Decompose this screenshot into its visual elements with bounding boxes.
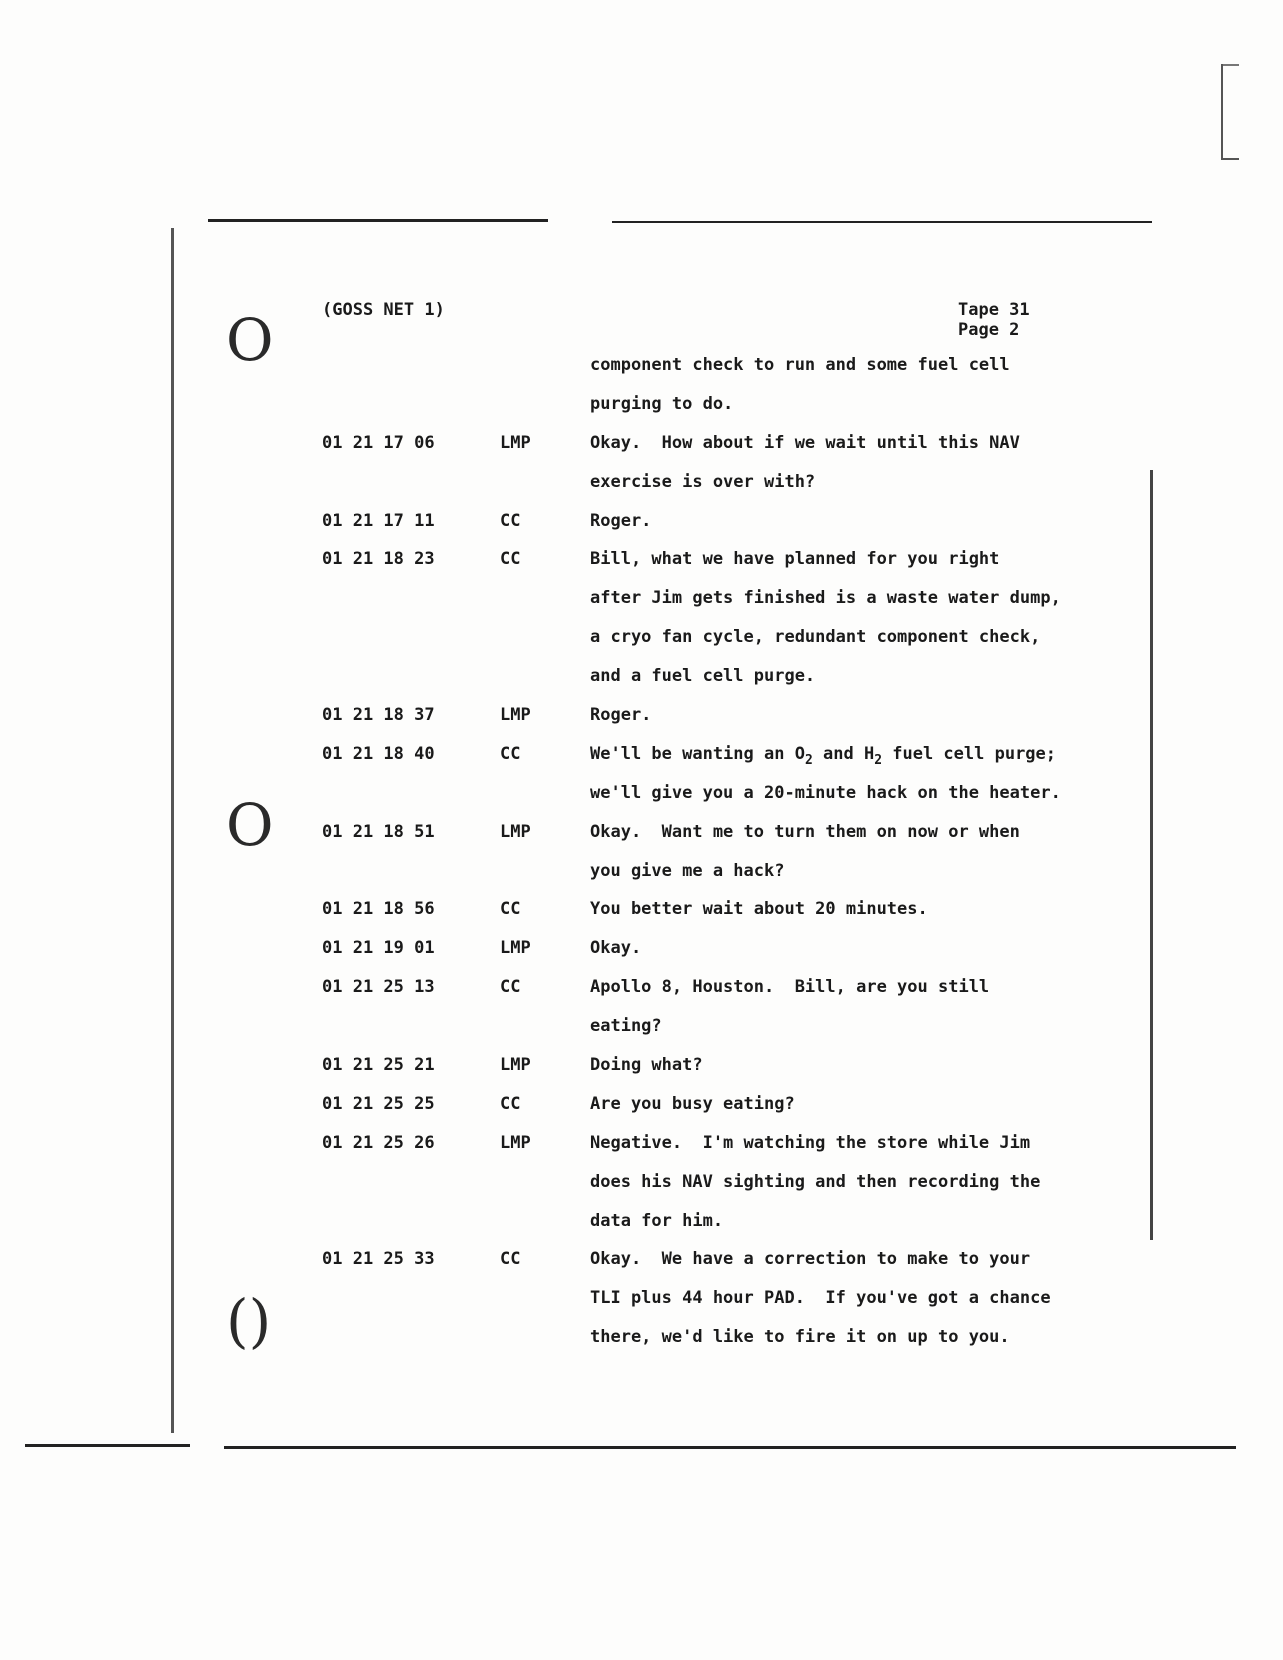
bottom-rule-left	[25, 1444, 190, 1447]
dialogue-text: after Jim gets finished is a waste water dump,	[590, 588, 1061, 609]
corner-bracket	[1221, 64, 1223, 160]
dialogue-text: You better wait about 20 minutes.	[590, 899, 928, 920]
transcript-line	[322, 899, 1142, 938]
transcript-line	[322, 705, 1142, 744]
transcript-line	[322, 977, 1142, 1016]
timestamp: 01 21 18 56	[322, 899, 435, 920]
transcript-line	[322, 1211, 1142, 1250]
top-rule-right	[612, 221, 1152, 223]
dialogue-text: does his NAV sighting and then recording the	[590, 1171, 1041, 1192]
timestamp: 01 21 25 13	[322, 977, 435, 998]
transcript-line	[322, 472, 1142, 511]
dialogue-text: component check to run and some fuel cell	[590, 355, 1010, 375]
dialogue-text: Doing what?	[590, 1055, 703, 1076]
corner-bracket-top	[1221, 64, 1239, 66]
transcript-line	[322, 783, 1142, 822]
page-number: Page 2	[958, 320, 1020, 340]
dialogue-text	[590, 744, 1142, 768]
transcript-line	[322, 1288, 1142, 1327]
page-right-edge	[1150, 470, 1153, 1240]
dialogue-text: Okay.	[590, 938, 642, 959]
transcript-entry	[322, 822, 1142, 900]
transcript-entry	[322, 977, 1142, 1055]
dialogue-text: and a fuel cell purge.	[590, 666, 816, 687]
transcript-body	[322, 355, 1142, 1366]
transcript-entry	[322, 938, 1142, 977]
dialogue-text: you give me a hack?	[590, 860, 785, 881]
page-left-edge	[171, 228, 174, 1433]
timestamp: 01 21 25 26	[322, 1132, 435, 1153]
transcript-line	[322, 355, 1142, 394]
transcript-line	[322, 394, 1142, 433]
dialogue-fragment: 2	[874, 752, 883, 768]
transcript-line	[322, 588, 1142, 627]
dialogue-text: Okay. Want me to turn them on now or when	[590, 821, 1020, 842]
dialogue-text: Roger.	[590, 705, 652, 726]
dialogue-text: data for him.	[590, 1210, 724, 1231]
dialogue-text: TLI plus 44 hour PAD. If you've got a chance	[590, 1288, 1051, 1309]
dialogue-fragment: 2	[804, 752, 813, 768]
transcript-line	[322, 1327, 1142, 1366]
punch-hole-icon: O	[226, 306, 274, 374]
transcript-line	[322, 822, 1142, 861]
transcript-entry	[322, 1055, 1142, 1094]
speaker: CC	[500, 743, 521, 764]
transcript-entry	[322, 705, 1142, 744]
speaker: LMP	[500, 821, 531, 842]
punch-hole-icon: O	[226, 791, 274, 859]
transcript-line	[322, 1094, 1142, 1133]
timestamp: 01 21 18 51	[322, 821, 435, 842]
timestamp: 01 21 17 06	[322, 432, 435, 453]
transcript-line	[322, 1133, 1142, 1172]
dialogue-text: there, we'd like to fire it on up to you.	[590, 1327, 1010, 1348]
transcript-line	[322, 1172, 1142, 1211]
speaker: CC	[500, 510, 521, 531]
corner-bracket-bottom	[1221, 158, 1239, 160]
dialogue-text: purging to do.	[590, 393, 734, 414]
timestamp: 01 21 25 33	[322, 1249, 435, 1270]
speaker: CC	[500, 977, 521, 998]
dialogue-text: Are you busy eating?	[590, 1093, 795, 1114]
dialogue-text: Okay. How about if we wait until this NAV	[590, 432, 1020, 453]
transcript-line	[322, 511, 1142, 550]
dialogue-text: Apollo 8, Houston. Bill, are you still	[590, 977, 990, 998]
dialogue-text: a cryo fan cycle, redundant component check,	[590, 627, 1041, 648]
transcript-line	[322, 666, 1142, 705]
transcript-entry	[322, 549, 1142, 705]
transcript-line	[322, 1055, 1142, 1094]
timestamp: 01 21 18 23	[322, 549, 435, 570]
transcript-line	[322, 1249, 1142, 1288]
dialogue-text: Roger.	[590, 510, 652, 531]
transcript-line	[322, 549, 1142, 588]
transcript-entry	[322, 744, 1142, 822]
tape-number: Tape 31	[958, 300, 1030, 320]
speaker: CC	[500, 549, 521, 570]
top-rule-left	[208, 219, 548, 222]
timestamp: 01 21 25 21	[322, 1055, 435, 1076]
dialogue-text: exercise is over with?	[590, 471, 816, 492]
speaker: LMP	[500, 938, 531, 959]
transcript-entry	[322, 1133, 1142, 1250]
timestamp: 01 21 17 11	[322, 510, 435, 531]
timestamp: 01 21 25 25	[322, 1093, 435, 1114]
speaker: LMP	[500, 705, 531, 726]
transcript-entry	[322, 433, 1142, 511]
timestamp: 01 21 18 40	[322, 743, 435, 764]
dialogue-fragment: We'll be wanting an O	[590, 743, 805, 764]
timestamp: 01 21 19 01	[322, 938, 435, 959]
dialogue-text: eating?	[590, 1016, 662, 1037]
speaker: CC	[500, 1093, 521, 1114]
speaker: LMP	[500, 1132, 531, 1153]
tape-page-label	[958, 300, 1030, 340]
dialogue-text: Bill, what we have planned for you right	[590, 549, 1000, 570]
transcript-line	[322, 1016, 1142, 1055]
timestamp: 01 21 18 37	[322, 705, 435, 726]
transcript-entry	[322, 355, 1142, 433]
transcript-line	[322, 627, 1142, 666]
dialogue-fragment: and H	[812, 743, 875, 764]
speaker: LMP	[500, 432, 531, 453]
dialogue-text: we'll give you a 20-minute hack on the heater.	[590, 782, 1061, 803]
transcript-entry	[322, 1094, 1142, 1133]
transcript-line	[322, 433, 1142, 472]
transcript-entry	[322, 511, 1142, 550]
dialogue-text: Negative. I'm watching the store while Jim	[590, 1132, 1031, 1153]
transcript-line	[322, 938, 1142, 977]
punch-hole-icon: ()	[226, 1287, 272, 1355]
dialogue-text: Okay. We have a correction to make to your	[590, 1249, 1031, 1270]
dialogue-fragment: fuel cell purge;	[882, 743, 1057, 764]
speaker: CC	[500, 899, 521, 920]
speaker: LMP	[500, 1055, 531, 1076]
transcript-entry	[322, 1249, 1142, 1366]
speaker: CC	[500, 1249, 521, 1270]
bottom-rule-right	[224, 1446, 1236, 1449]
transcript-line	[322, 744, 1142, 783]
transcript-line	[322, 861, 1142, 900]
transcript-entry	[322, 899, 1142, 938]
net-label: (GOSS NET 1)	[322, 300, 445, 320]
